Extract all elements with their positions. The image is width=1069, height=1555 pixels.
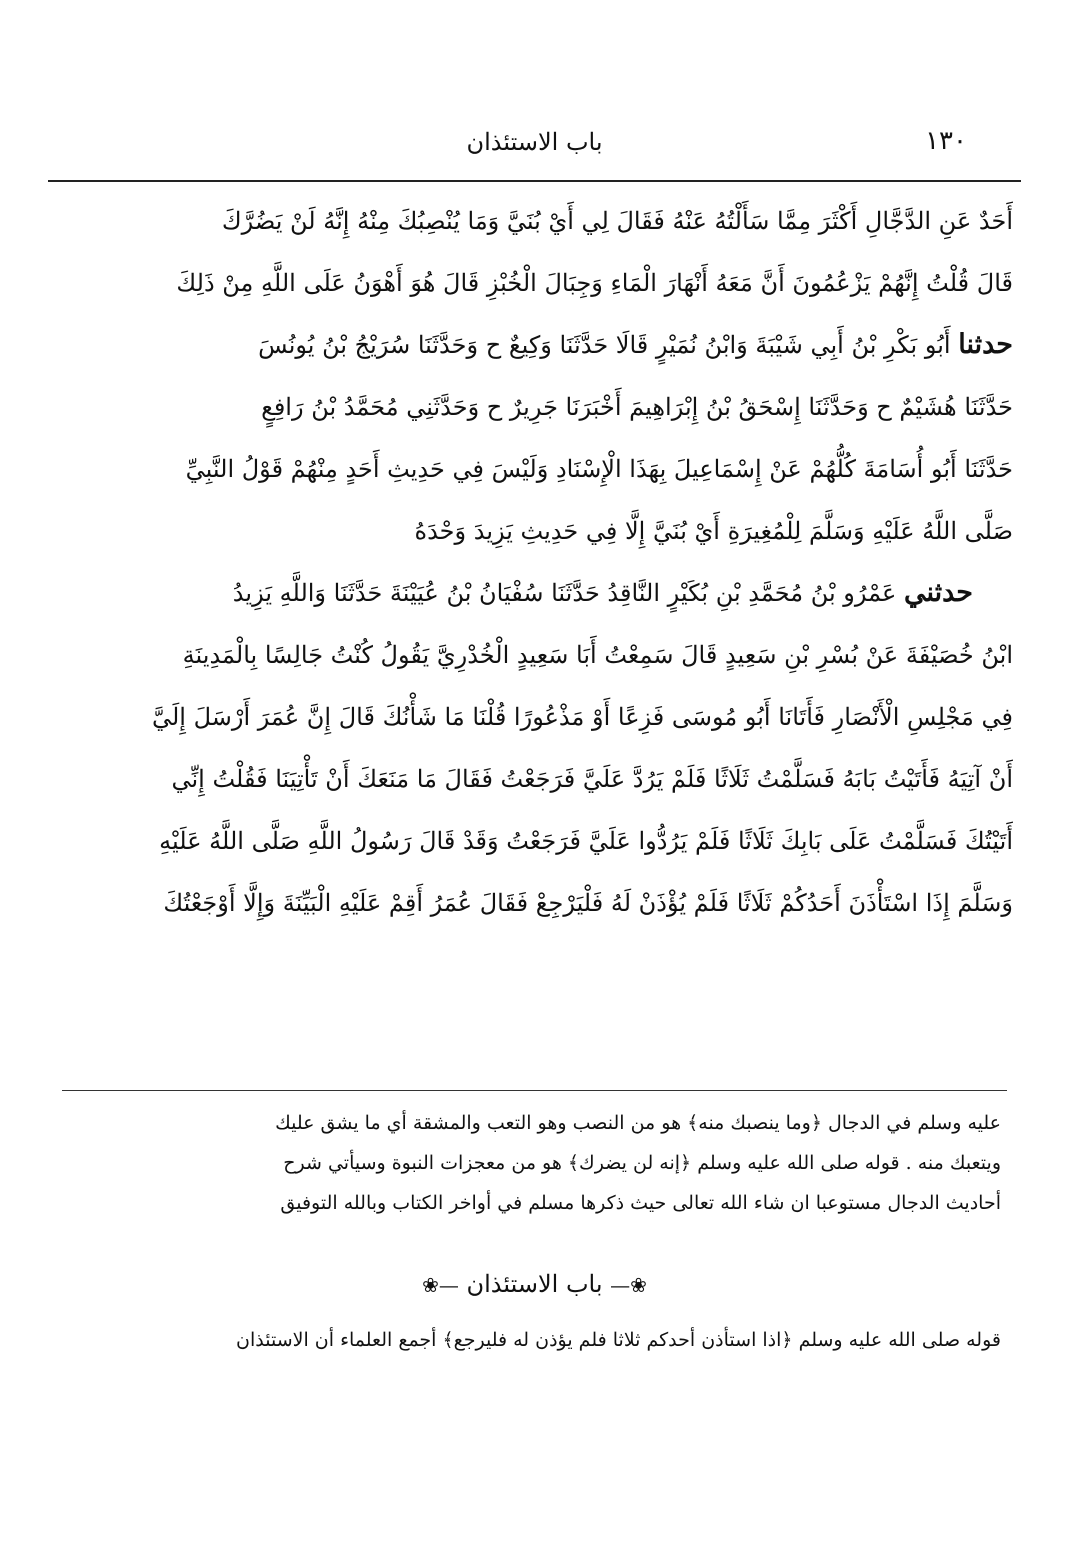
commentary-notes <box>68 1103 1001 1223</box>
text-line: حَدَّثَنَا هُشَيْمٌ ح وَحَدَّثَنَا إِسْحَقُ بْنُ إِبْرَاهِيمَ أَخْبَرَنَا جَرِيرٌ ح وَحَدَّثَنِي مُحَمَّدُ بْنُ رَافِعٍ <box>261 393 1013 421</box>
note-line: ويتعبك منه . قوله صلى الله عليه وسلم ﴿إنه لن يضرك﴾ هو من معجزات النبوة وسيأتي شرح <box>283 1152 1001 1174</box>
text-line: حدثنا أَبُو بَكْرِ بْنُ أَبِي شَيْبَةَ وَابْنُ نُمَيْرٍ قَالَا حَدَّثَنَا وَكِيعٌ ح وَحَدَّثَنَا سُرَيْجُ بْنُ يُونُسَ <box>258 329 1013 360</box>
text-line: قَالَ قُلْتُ إِنَّهُمْ يَزْعُمُونَ أَنَّ مَعَهُ أَنْهَارَ الْمَاءِ وَجِبَالَ الْخُبْزِ قَالَ هُوَ أَهْوَنُ عَلَى اللَّهِ مِنْ ذَلِكَ <box>176 269 1013 297</box>
text-line: حَدَّثَنَا أَبُو أُسَامَةَ كُلُّهُمْ عَنْ إِسْمَاعِيلَ بِهَذَا الْإِسْنَادِ وَلَيْسَ فِي حَدِيثِ أَحَدٍ مِنْهُمْ قَوْلُ النَّبِيِّ <box>185 455 1013 483</box>
lead-word: حدثنا <box>958 329 1013 360</box>
ornament-left: —❀ <box>422 1273 459 1297</box>
header-rule <box>48 180 1021 182</box>
section-heading <box>0 1270 1069 1298</box>
text-line: أَتَيْتُكَ فَسَلَّمْتُ عَلَى بَابِكَ ثَلَاثًا فَلَمْ يَرُدُّوا عَلَيَّ فَرَجَعْتُ وَقَدْ قَالَ رَسُولُ اللَّهِ صَلَّى اللَّهُ عَلَيْهِ <box>159 827 1013 855</box>
running-title: باب الاستئذان <box>466 128 603 156</box>
page-number: ١٣٠ <box>925 126 967 156</box>
section-heading-text: باب الاستئذان <box>466 1270 603 1298</box>
ornament-right: ❀— <box>610 1273 647 1297</box>
note-line: عليه وسلم في الدجال ﴿وما ينصبك منه﴾ هو من النصب وهو التعب والمشقة أي ما يشق عليك <box>275 1112 1001 1134</box>
text-line: حدثني عَمْرُو بْنُ مُحَمَّدِ بْنِ بُكَيْرٍ النَّاقِدُ حَدَّثَنَا سُفْيَانُ بْنُ عُيَيْنَةَ حَدَّثَنَا وَاللَّهِ يَزِيدُ <box>232 577 973 608</box>
text-line: وَسَلَّمَ إِذَا اسْتَأْذَنَ أَحَدُكُمْ ثَلَاثًا فَلَمْ يُؤْذَنْ لَهُ فَلْيَرْجِعْ فَقَالَ عُمَرُ أَقِمْ عَلَيْهِ الْبَيِّنَةَ وَإِلَّا أَوْجَعْتُكَ <box>163 889 1013 917</box>
text-line: صَلَّى اللَّهُ عَلَيْهِ وَسَلَّمَ لِلْمُغِيرَةِ أَيْ بُنَيَّ إِلَّا فِي حَدِيثِ يَزِيدَ وَحْدَهُ <box>414 517 1013 545</box>
commentary-final-line: قوله صلى الله عليه وسلم ﴿اذا استأذن أحدكم ثلاثا فلم يؤذن له فليرجع﴾ أجمع العلماء أن الاستئذان <box>236 1329 1001 1351</box>
hadith-text <box>56 190 1013 934</box>
text-line: فِي مَجْلِسِ الْأَنْصَارِ فَأَتَانَا أَبُو مُوسَى فَزِعًا أَوْ مَذْعُورًا قُلْنَا مَا شَأْنُكَ قَالَ إِنَّ عُمَرَ أَرْسَلَ إِلَيَّ <box>151 703 1013 731</box>
text-line: ابْنُ خُصَيْفَةَ عَنْ بُسْرِ بْنِ سَعِيدٍ قَالَ سَمِعْتُ أَبَا سَعِيدٍ الْخُدْرِيَّ يَقُولُ كُنْتُ جَالِسًا بِالْمَدِينَةِ <box>182 641 1013 669</box>
note-line: أحاديث الدجال مستوعبا ان شاء الله تعالى حيث ذكرها مسلم في أواخر الكتاب وبالله التوفيق <box>280 1192 1001 1214</box>
footnote-rule <box>62 1090 1007 1091</box>
page-header <box>78 128 991 168</box>
lead-word: حدثني <box>903 577 973 608</box>
text-line: أَنْ آتِيَهُ فَأَتَيْتُ بَابَهُ فَسَلَّمْتُ ثَلَاثًا فَلَمْ يَرُدَّ عَلَيَّ فَرَجَعْتُ فَقَالَ مَا مَنَعَكَ أَنْ تَأْتِيَنَا فَقُلْتُ إِنِّي <box>171 765 1013 793</box>
text-line: أَحَدٌ عَنِ الدَّجَّالِ أَكْثَرَ مِمَّا سَأَلْتُهُ عَنْهُ فَقَالَ لِي أَيْ بُنَيَّ وَمَا يُنْصِبُكَ مِنْهُ إِنَّهُ لَنْ يَضُرَّكَ <box>221 207 1013 235</box>
